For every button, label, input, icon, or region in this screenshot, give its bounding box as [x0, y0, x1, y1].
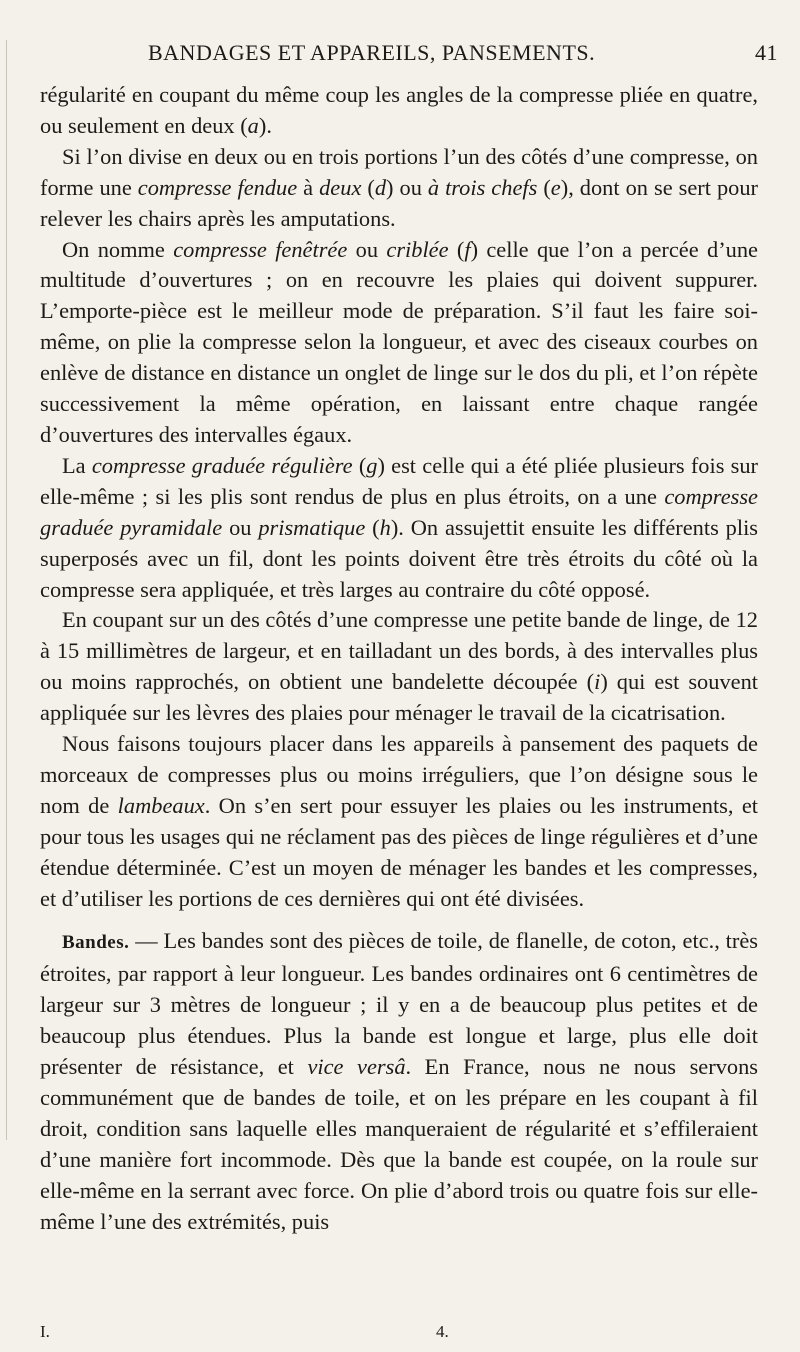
text-run: ) qui est souvent appliquée sur les lèvres des plaies pour ménager le travail de la cicatrisation. [40, 669, 758, 726]
volume-mark: I. [40, 1322, 50, 1341]
text-run: Si l’on divise en deux ou en trois portions l’un des côtés d’une compresse, on forme une [40, 143, 758, 200]
text-run: On nomme [62, 236, 174, 262]
section-heading: Bandes. [62, 932, 130, 954]
text-run: ) ou [386, 174, 428, 200]
italic-term: e [550, 174, 561, 200]
italic-term: i [594, 669, 601, 695]
text-run: — Les bandes sont des pièces de toile, de flanelle, de coton, etc., très étroites, par rapport à leur longueur. Les bandes ordinaires ont 6 centimètres de largeur sur 3 mètres de longueur ; il y en a de beaucoup plus petites et de beaucoup plus étendues. Plus la bande est longue et large, plus elle doit présenter de résistance, et [40, 928, 758, 1080]
italic-term: lambeaux [117, 792, 205, 818]
running-header [148, 40, 778, 70]
footer-signature [40, 1322, 758, 1346]
text-run: ) est celle qui a été pliée plusieurs fois sur elle-même ; si les plis sont rendus de plus en plus étroits, on a une [40, 452, 758, 509]
italic-term: d [374, 174, 387, 200]
text-run: régularité en coupant du même coup les angles de la compresse pliée en quatre, ou seulement en deux ( [40, 82, 758, 138]
italic-term: f [464, 236, 471, 262]
italic-term: à trois chefs [427, 174, 538, 200]
text-run: . En France, nous ne nous servons communément que de bandes de toile, et on les prépare en les coupant à fil droit, condition sans laquelle elles manqueraient de régularité et s’effileraient d’une manière fort incommode. Dès que la bande est coupée, on la roule sur elle-même en la serrant avec force. On plie d’abord trois ou quatre fois sur elle-même l’une des extrémités, puis [40, 1054, 758, 1234]
text-run: ( [365, 514, 380, 540]
text-run: ( [352, 452, 367, 478]
text-run: ou [347, 236, 387, 262]
text-run: ). On assujettit ensuite les différents plis superposés avec un fil, dont les points doivent être très étroits du côté où la compresse sera appliquée, et très larges au contraire du côté opposé. [40, 514, 759, 602]
italic-term: compresse fenêtrée [173, 236, 348, 262]
italic-term: criblée [386, 236, 449, 262]
page-edge-line [6, 40, 7, 1140]
section-paragraph [40, 926, 758, 1237]
paragraph [40, 729, 758, 914]
text-run: ( [361, 174, 375, 200]
text-run: En coupant sur un des côtés d’une compresse une petite bande de linge, de 12 à 15 millimètres de largeur, et en tailladant un des bords, à des intervalles plus ou moins rapprochés, on obtient une bandelette découpée ( [40, 607, 758, 695]
italic-term: vice versâ [307, 1054, 406, 1080]
text-run: Nous faisons toujours placer dans les appareils à pansement des paquets de morceaux de compresses plus ou moins irréguliers, que l’on désigne sous le nom de [40, 731, 758, 818]
text-run: La [62, 452, 92, 478]
text-run: à [297, 174, 320, 200]
italic-term: compresse graduée pyramidale [40, 483, 758, 540]
text-run: ), dont on se sert pour relever les chairs après les amputations. [40, 174, 758, 231]
text-run: ou [222, 514, 259, 540]
text-run: ( [537, 174, 551, 200]
text-run: . On s’en sert pour essuyer les plaies ou les instruments, et pour tous les usages qui ne réclament pas des pièces de linge régulières et d’une étendue déterminée. C’est un moyen de ménager les bandes et les compresses, et d’utiliser les portions de ces dernières qui ont été divisées. [40, 792, 759, 911]
text-run: ). [258, 112, 272, 138]
paragraph [40, 142, 758, 235]
page-number: 41 [755, 40, 778, 65]
paragraph [40, 451, 758, 606]
italic-term: h [379, 514, 391, 540]
paragraph [40, 605, 758, 729]
italic-term: compresse graduée régulière [91, 452, 353, 478]
paragraph [40, 235, 758, 451]
italic-term: prismatique [258, 514, 366, 540]
italic-term: deux [319, 174, 362, 200]
italic-term: a [247, 112, 259, 138]
body-text [40, 80, 758, 1238]
italic-term: compresse fendue [137, 174, 298, 200]
italic-term: g [366, 452, 378, 478]
text-run: ) celle que l’on a percée d’une multitude d’ouvertures ; on en recouvre les plaies qui doivent suppurer. L’emporte-pièce est le meilleur mode de préparation. S’il faut les faire soi-même, on plie la compresse selon la longueur, et avec des ciseaux courbes on enlève de distance en distance un onglet de linge sur le dos du pli, et l’on répète successivement la même opération, en laissant entre chaque rangée d’ouvertures des intervalles égaux. [40, 236, 758, 447]
paragraph [40, 80, 758, 142]
signature-mark: 4. [436, 1322, 449, 1341]
text-run: ( [448, 236, 465, 262]
running-title: BANDAGES ET APPAREILS, PANSEMENTS. [148, 40, 596, 65]
